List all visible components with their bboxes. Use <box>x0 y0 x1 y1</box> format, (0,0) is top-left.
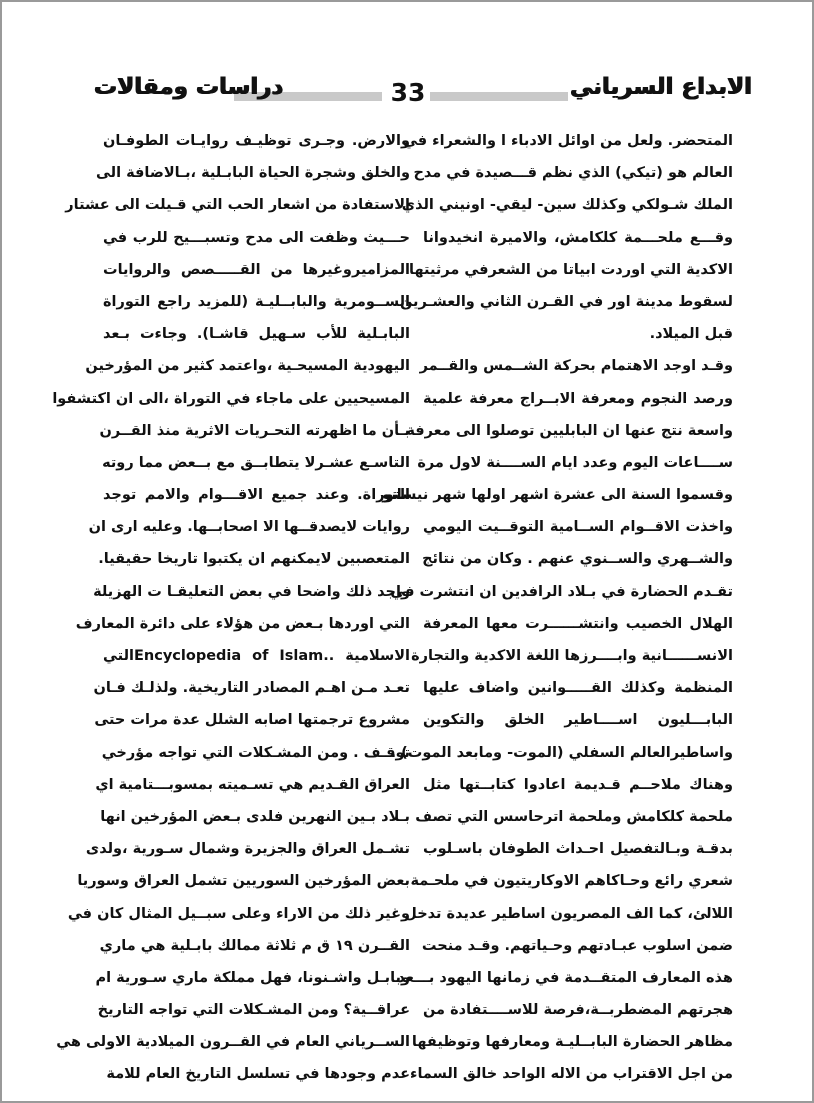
text-line: والارض. وجـرى توظيـف روايـات الطوفـان <box>103 133 410 149</box>
text-line: لسقوط مدينة اور في القـرن الثاني والعشـرين <box>399 293 733 310</box>
text-line: عراقــية؟ ومن المشـكلات التي تواجه التاريخ <box>97 1002 410 1019</box>
magazine-title: الابداع السرياني <box>570 74 752 100</box>
text-column-right <box>382 125 733 1091</box>
text-line: ملحمة كلكامش وملحمة اترحاسس التي تصف <box>415 808 733 825</box>
text-line: من اجل الاقتراب من الاله الواحد خالق السماء <box>410 1066 733 1083</box>
text-line: واساطيرالعالم السفلي (الموت- ومابعد الموت) . <box>390 744 733 761</box>
text-line: المتعصبين لايمكنهم ان يكتبوا تاريخا حقيقيا. <box>98 551 410 568</box>
text-line: البابـلية للأب سـهيل قاشـا). وجاءت بـعد <box>103 326 410 343</box>
text-line: المزاميروغيرها من القـــــصص والروايات <box>103 261 410 278</box>
text-line: الســومرية والبابــليـة (للمزيد راجع التوراة <box>103 293 410 310</box>
text-line: وبابـل واشـنونا، فهل مملكة ماري سـورية ام <box>95 969 410 986</box>
text-line: تقـدم الحضارة في بـلاد الرافدين ان انتشرت في <box>390 583 733 600</box>
text-line: مظاهر الحضارة البابــليـة ومعارفها وتوظيفها <box>411 1034 733 1051</box>
text-line: وقـد اوجد الاهتمام بحركة الشــمس والقــمر <box>419 358 733 375</box>
text-line: هذه المعارف المتقــدمة في زمانها اليهود بـــعد <box>397 969 733 986</box>
text-line: بـأن ما اظهرته التحـريات الاثرية منذ القــرن <box>99 422 410 439</box>
section-title: دراسات ومقالات <box>94 74 284 100</box>
text-line: التي اوردها بـعض من هؤلاء على دائرة المعارف <box>75 615 410 632</box>
text-line: قبل الميلاد. <box>649 326 733 343</box>
text-line: الســرياني العام في القــرون الميلادية الاولى هي <box>56 1034 410 1051</box>
page-number: 33 <box>390 78 426 107</box>
text-line: والشــهري والســنوي عنهم . وكان من نتائج <box>422 551 733 568</box>
text-line: ســــاعات اليوم وعدد ايام الســــنة لاول مرة <box>417 454 733 471</box>
text-line: المتحضر. ولعل من اوائل الادباء ا والشعراء في <box>402 133 733 149</box>
text-line: وقسموا السنة الى عشرة اشهر اولها شهر نيسانو <box>382 487 733 504</box>
text-line: واسعة نتج عنها ان البابليين توصلوا الى معرفة <box>406 422 733 439</box>
text-line: تعـد مـن اهـم المصادر التاريخية. ولذلـك فـان <box>93 680 410 697</box>
text-line: واخذت الاقــوام الســامية التوقــيت اليومي <box>423 519 733 536</box>
page-header <box>2 2 812 112</box>
text-line: الملك شـولكي وكذلك سين- ليقي- اونيني الذي <box>401 197 733 214</box>
text-line: مشروع ترجمتها اصابه الشلل عدة مرات حتى <box>94 712 410 729</box>
text-line: ورصد النجوم ومعرفة الابــراج معرفة علمية <box>423 390 733 407</box>
text-line: وهناك ملاحــم قـديمة اعادوا كتابــتها مثل <box>423 776 733 793</box>
text-line: البابـــليون اســــاطير الخلق والتكوين <box>423 712 733 729</box>
header-rule-right <box>430 92 568 101</box>
text-line: القــرن ١٩ ق م ثلاثة ممالك بابـلية هي ماري <box>99 937 410 954</box>
text-column-left <box>52 125 410 1091</box>
text-line: المسيحيين على ماجاء في التوراة ،الى ان اكتشفوا <box>52 390 410 407</box>
text-line: التوراة. وعند جميع الاقـــوام والامم توجد <box>103 487 410 504</box>
text-line: وقـــع ملحـــمة كلكامش، والاميرة انخيدوانا <box>423 229 733 246</box>
text-line: العراق القـديم هي تسـميته بمسوبـــتامية اي <box>95 776 410 793</box>
text-line: بـلاد بـين النهرين فلدى بـعض المؤرخين انها <box>100 808 410 825</box>
text-line: والخلق وشجرة الحياة البابـلية ،بـالاضافة الى <box>96 165 410 182</box>
text-line: الاكدية التي اوردت ابياتا من الشعرفي مرثيتها <box>409 261 733 278</box>
text-line: هجرتهم المضطربــة،فرصة للاســــتفادة من <box>423 1002 733 1019</box>
text-line: اللالئ، كما الف المصريون اساطير عديدة تدخل <box>404 905 733 922</box>
text-line: تشـمل العراق والجزيرة وشمال سـورية ،ولدى <box>85 841 410 858</box>
text-line: العالم هو (تيكي) الذي نظم قـــصيدة في مدح <box>413 165 733 182</box>
text-line: واجد ذلك واضحا في بعض التعليقـا ت الهزيلة <box>93 583 410 600</box>
text-line: الاسلامية ..Encyclopedia of Islamالتي <box>103 648 410 664</box>
text-line: التاسـع عشـرلا يتطابــق مع بــعض مما روته <box>102 454 410 471</box>
text-line: الانســــــانية وابــــرزها اللغة الاكدية والتجارة <box>411 648 733 664</box>
text-line: شعري رائع وحـاكاهم الاوكاريتيون في ملحـمة <box>410 873 733 890</box>
text-line: المنظمة وكذلك القـــــوانين واضاف عليها <box>423 680 733 697</box>
text-line: روايات لايصدقــها الا اصحابــها. وعليه ارى ان <box>88 519 410 536</box>
text-line: بعض المؤرخين السوريين تشمل العراق وسوريا <box>77 873 410 890</box>
text-line: حـــيث وظفت الى مدح وتسبـــيح للرب في <box>103 229 410 246</box>
text-line: وغير ذلك من الاراء وعلى سبــيل المثال كان في <box>67 905 410 922</box>
text-line: توقـف . ومن المشـكلات التي تواجه مؤرخي <box>101 744 410 761</box>
text-line: الهلال الخصيب وانتشــــــرت معها المعرفة <box>423 615 733 632</box>
text-line: بدقـة وبـالتفصيل احـداث الطوفان باسـلوب <box>423 841 733 858</box>
text-line: الاستفادة من اشعار الحب التي قـيلت الى عشتار <box>65 197 410 214</box>
text-line: ضمن اسلوب عبـادتهم وحـياتهم. وقـد منحت <box>421 937 733 954</box>
text-line: عدم وجودها في تسلسل التاريخ العام للامة <box>106 1066 410 1083</box>
text-line: اليهودية المسيحـية ،واعتمد كثير من المؤرخين <box>85 358 410 375</box>
